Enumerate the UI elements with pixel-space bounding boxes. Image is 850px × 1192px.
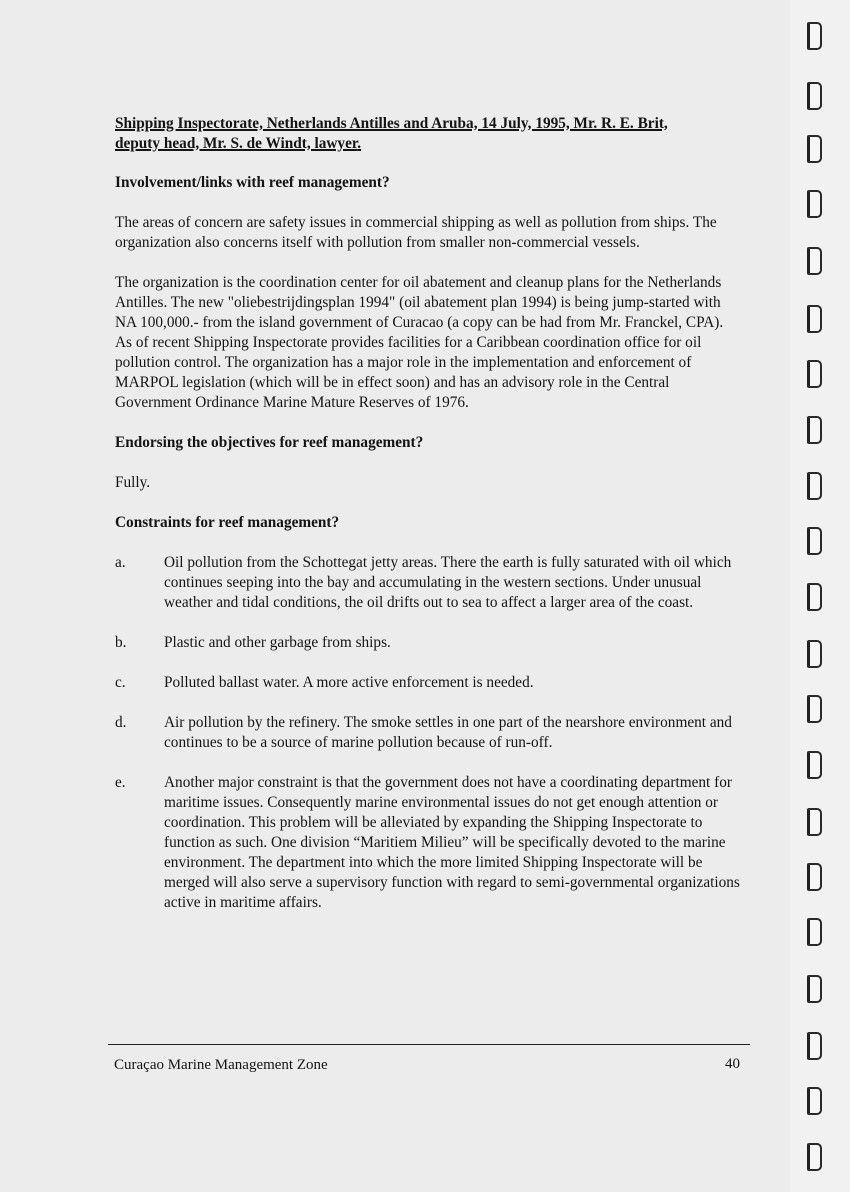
constraint-text: Oil pollution from the Schottegat jetty areas. There the earth is fully saturated with oil which continues seeping into the bay and accumulating in the western sections. Under unusual weather and tidal conditions, the oil drifts out to sea to affect a larger area of the coast. <box>164 554 732 611</box>
binding-ring <box>807 975 822 1003</box>
binding-ring <box>807 22 822 50</box>
binding-ring <box>807 82 822 110</box>
binding-ring <box>807 416 822 444</box>
involvement-title: Involvement/links with reef management? <box>115 174 390 191</box>
binding-ring <box>807 527 822 555</box>
endorsing-answer: Fully. <box>115 474 151 491</box>
heading-line-1: Shipping Inspectorate, Netherlands Antilles and Aruba, 14 July, 1995, Mr. R. E. Brit, <box>115 115 668 132</box>
list-marker: d. <box>115 714 127 731</box>
constraint-text: Plastic and other garbage from ships. <box>164 634 391 651</box>
heading-line-2: deputy head, Mr. S. de Windt, lawyer <box>115 135 358 152</box>
binding-ring <box>807 247 822 275</box>
binding-ring <box>807 863 822 891</box>
binding-ring <box>807 190 822 218</box>
document-body <box>115 114 740 913</box>
footer-title: Curaçao Marine Management Zone <box>114 1057 328 1073</box>
constraints-title: Constraints for reef management? <box>115 514 340 531</box>
binding-ring <box>807 751 822 779</box>
binding-ring <box>807 808 822 836</box>
footer-divider <box>108 1044 750 1045</box>
spiral-binding <box>790 0 850 1192</box>
binding-ring <box>807 305 822 333</box>
constraint-item-d <box>115 713 740 753</box>
binding-ring <box>807 918 822 946</box>
list-marker: c. <box>115 674 126 691</box>
list-marker: b. <box>115 634 127 651</box>
constraint-item-c <box>115 673 740 693</box>
section-heading: Shipping Inspectorate, Netherlands Antilles and Aruba, 14 July, 1995, Mr. R. E. Brit, deputy head, Mr. S. de Windt, lawyer. <box>115 115 668 152</box>
binding-ring <box>807 695 822 723</box>
involvement-paragraph-2: The organization is the coordination center for oil abatement and cleanup plans for the Netherlands Antilles. The new "oliebestrijdingsplan 1994" (oil abatement plan 1994) is being jump-started with NA 100,000.- from the island government of Curacao (a copy can be had from Mr. Franckel, CPA). As of recent Shipping Inspectorate provides facilities for a Caribbean coordination office for oil pollution control. The organization has a major role in the implementation and enforcement of MARPOL legislation (which will be in effect soon) and has an advisory role in the Central Government Ordinance Marine Mature Reserves of 1976. <box>115 274 724 411</box>
binding-ring <box>807 1032 822 1060</box>
page-number: 40 <box>725 1056 740 1072</box>
binding-ring <box>807 472 822 500</box>
involvement-paragraph-1: The areas of concern are safety issues in commercial shipping as well as pollution from ships. The organization also concerns itself with pollution from smaller non-commercial vessels. <box>115 214 717 251</box>
binding-ring <box>807 135 822 163</box>
constraint-text: Another major constraint is that the government does not have a coordinating department for maritime issues. Consequently marine environmental issues do not get enough attention or coordination. This problem will be alleviated by expanding the Shipping Inspectorate to function as such. One division “Maritiem Milieu” will be specifically devoted to the marine environment. The department into which the more limited Shipping Inspectorate will be merged will also serve a supervisory function with regard to semi-governmental organizations active in maritime affairs. <box>164 774 740 911</box>
binding-ring <box>807 583 822 611</box>
constraint-item-e <box>115 773 740 913</box>
list-marker: a. <box>115 554 126 571</box>
constraint-item-a <box>115 553 740 613</box>
endorsing-title: Endorsing the objectives for reef management? <box>115 434 424 451</box>
binding-ring <box>807 1143 822 1171</box>
binding-ring <box>807 360 822 388</box>
constraint-text: Air pollution by the refinery. The smoke settles in one part of the nearshore environment and continues to be a source of marine pollution because of run-off. <box>164 714 732 751</box>
binding-ring <box>807 640 822 668</box>
binding-ring <box>807 1087 822 1115</box>
constraint-text: Polluted ballast water. A more active enforcement is needed. <box>164 674 534 691</box>
constraint-item-b <box>115 633 740 653</box>
list-marker: e. <box>115 774 126 791</box>
